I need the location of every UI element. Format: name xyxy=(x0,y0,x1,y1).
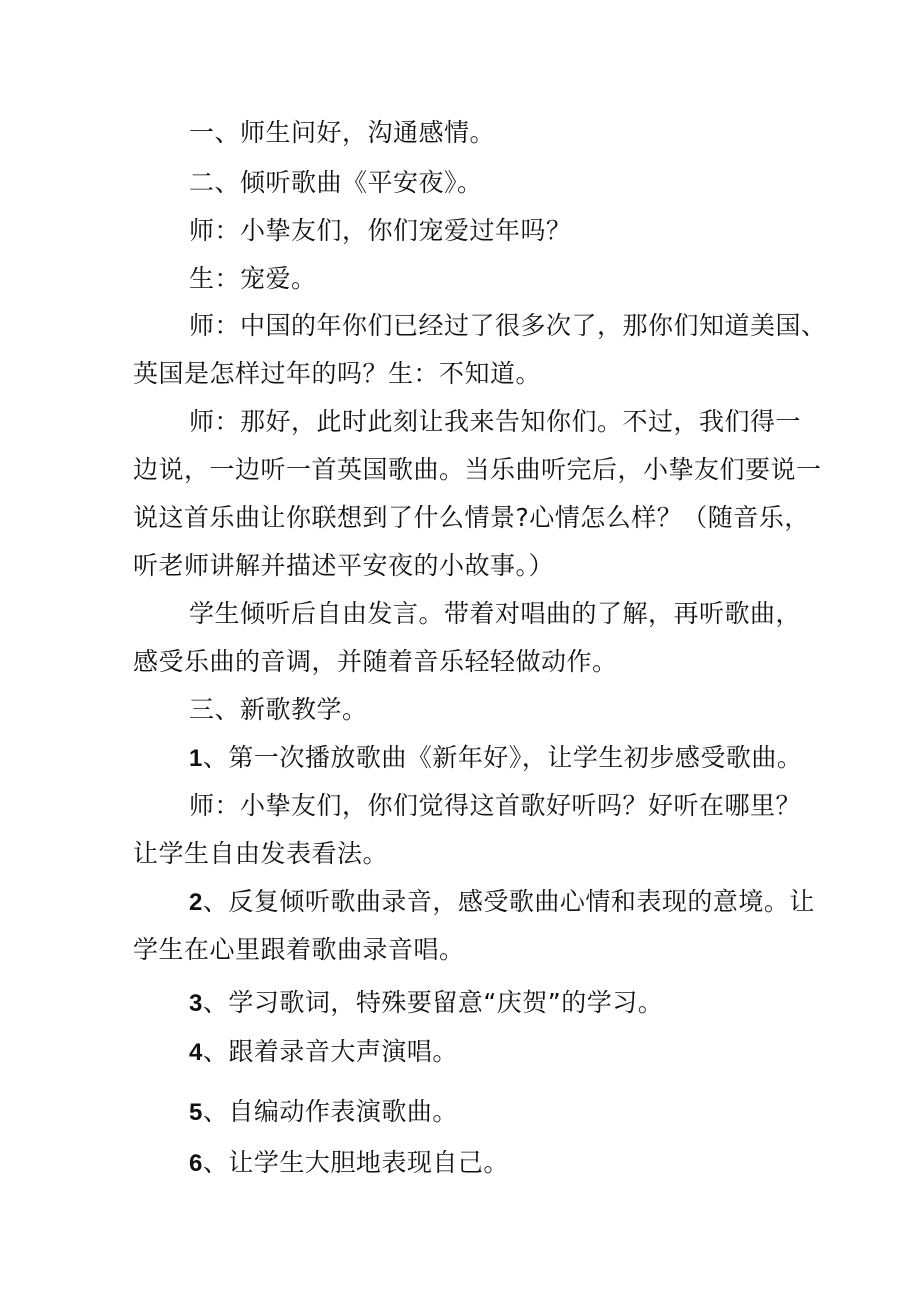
step-number: 6 xyxy=(189,1150,203,1177)
step-number: 1 xyxy=(189,745,203,772)
step-number: 5 xyxy=(189,1099,203,1126)
step-text: 、自编动作表演歌曲。 xyxy=(202,1097,458,1126)
step-text: 、让学生大胆地表现自己。 xyxy=(202,1148,509,1177)
numbered-step-1 xyxy=(189,741,802,776)
heading-new-song: 三、新歌教学。 xyxy=(189,695,368,724)
numbered-step-3 xyxy=(189,986,663,1021)
paragraph-line: 师：中国的年你们已经过了很多次了，那你们知道美国、 xyxy=(189,311,827,340)
paragraph-line: 听老师讲解并描述平安夜的小故事。） xyxy=(133,551,555,580)
heading-listen-song: 二、倾听歌曲《平安夜》。 xyxy=(189,168,483,197)
dialogue-line: 师：小挚友们，你们宠爱过年吗？ xyxy=(189,216,572,245)
step-text: 、学习歌词，特殊要留意“庆贺”的学习。 xyxy=(202,988,664,1017)
step-text: 、跟着录音大声演唱。 xyxy=(202,1037,458,1066)
paragraph-line: 说这首乐曲让你联想到了什么情景?心情怎么样？（随音乐， xyxy=(133,503,810,532)
paragraph-line: 感受乐曲的音调，并随着音乐轻轻做动作。 xyxy=(133,647,618,676)
paragraph-line: 学生倾听后自由发言。带着对唱曲的了解，再听歌曲， xyxy=(189,599,802,628)
dialogue-line: 生：宠爱。 xyxy=(189,264,317,293)
step-number: 2 xyxy=(189,889,203,916)
step-number: 4 xyxy=(189,1039,203,1066)
paragraph-line: 英国是怎样过年的吗？生：不知道。 xyxy=(133,359,542,388)
numbered-step-5 xyxy=(189,1095,458,1130)
heading-greeting: 一、师生问好，沟通感情。 xyxy=(189,118,496,147)
step-text: 、反复倾听歌曲录音，感受歌曲心情和表现的意境。让 xyxy=(202,887,815,916)
paragraph-line: 边说，一边听一首英国歌曲。当乐曲听完后，小挚友们要说一 xyxy=(133,455,822,484)
paragraph-line: 让学生自由发表看法。 xyxy=(133,839,389,868)
step-number: 3 xyxy=(189,990,203,1017)
numbered-step-2 xyxy=(189,885,815,920)
numbered-step-6 xyxy=(189,1146,509,1181)
step-text: 、第一次播放歌曲《新年好》，让学生初步感受歌曲。 xyxy=(202,743,803,772)
paragraph-line: 师：小挚友们，你们觉得这首歌好听吗？好听在哪里？ xyxy=(189,791,802,820)
numbered-step-4 xyxy=(189,1035,458,1070)
paragraph-line: 学生在心里跟着歌曲录音唱。 xyxy=(133,935,465,964)
paragraph-line: 师：那好，此时此刻让我来告知你们。不过，我们得一 xyxy=(189,407,802,436)
